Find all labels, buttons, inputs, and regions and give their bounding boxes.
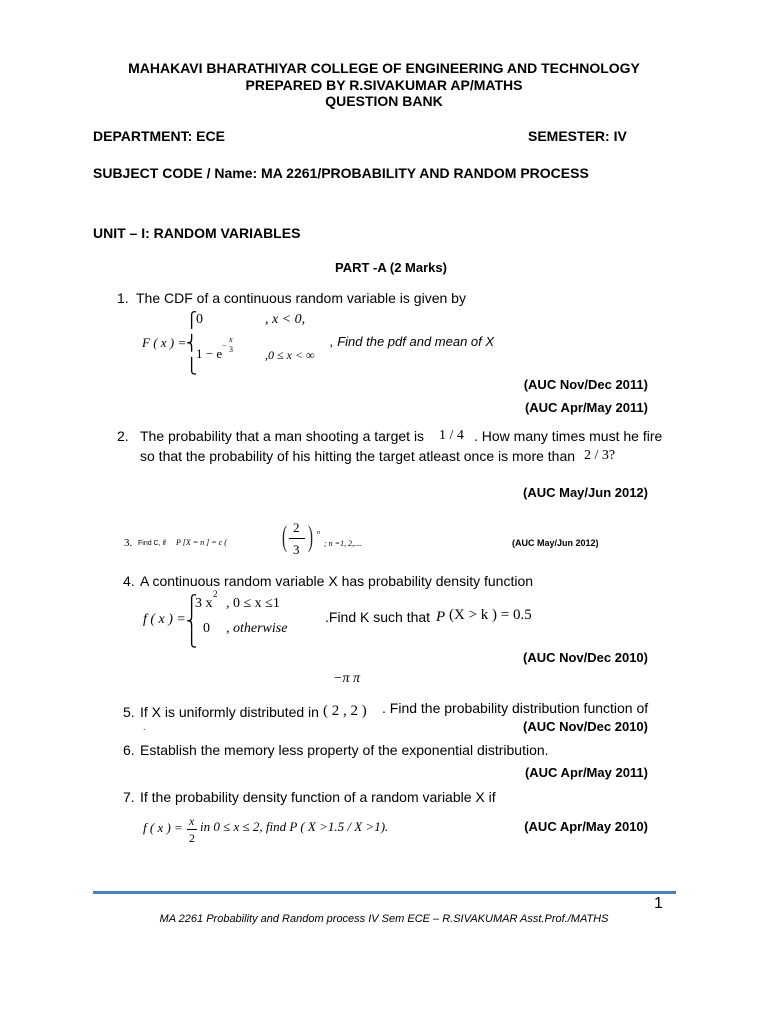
brace-top: ⎧ <box>186 596 198 612</box>
exam-reference: (AUC Nov/Dec 2011) <box>523 377 648 392</box>
question-text: A continuous random variable X has probability density function <box>140 573 534 589</box>
question-number: 2. <box>117 428 129 444</box>
question-number: 5. <box>123 704 135 720</box>
math-expression: (X > k ) = 0.5 <box>449 607 532 623</box>
part-title: PART -A (2 Marks) <box>335 260 447 275</box>
paren-close: ) <box>308 520 313 553</box>
question-text: The CDF of a continuous random variable is given by <box>136 290 466 306</box>
fraction-denominator: 3 <box>293 542 300 557</box>
case-value-1: 0 <box>196 312 203 327</box>
exam-reference: (AUC Apr/May 2011) <box>524 765 648 780</box>
question-text: Establish the memory less property of the exponential distribution. <box>140 742 549 758</box>
question-text: If X is uniformly distributed in <box>140 704 319 720</box>
exponent-numerator: x <box>229 335 233 344</box>
fraction-denominator: 2 <box>189 831 195 845</box>
question-number: 7. <box>123 789 135 805</box>
case-condition-2: ,0 ≤ x < ∞ <box>265 348 315 362</box>
interval: ( 2 , 2 ) <box>323 703 367 719</box>
function-label: f ( x ) = <box>143 820 183 835</box>
case-condition-1: , x < 0, <box>265 312 306 327</box>
probability-fraction: 1 / 4 <box>439 428 464 443</box>
department: DEPARTMENT: ECE <box>93 128 225 144</box>
question-text: If the probability density function of a random variable X if <box>140 789 496 805</box>
question-number: 6. <box>123 742 135 758</box>
question-text: . Find the probability distribution function of <box>382 700 649 716</box>
exponent: 2 <box>213 589 218 599</box>
subject: SUBJECT CODE / Name: MA 2261/PROBABILITY AND RANDOM PROCESS <box>93 165 589 181</box>
case-condition-2: , otherwise <box>226 621 288 636</box>
case-value-2: 0 <box>203 621 210 636</box>
page-number: 1 <box>654 895 663 912</box>
prepared-by: PREPARED BY R.SIVAKUMAR AP/MATHS <box>245 77 523 93</box>
brace-mid: ⎨ <box>186 614 198 630</box>
math-expression: P [X = n ] = c ( <box>176 538 227 547</box>
pi-bounds: −π π <box>333 671 360 686</box>
question-number: 1. <box>117 290 129 306</box>
question-number: 3. <box>124 537 133 549</box>
question-text: so that the probability of his hitting the target atleast once is more than <box>140 448 576 464</box>
exponent: n <box>317 530 320 536</box>
question-text: The probability that a man shooting a target is <box>140 428 425 444</box>
semester: SEMESTER: IV <box>528 128 627 144</box>
footer-text: MA 2261 Probability and Random process IV Sem ECE – R.SIVAKUMAR Asst.Prof./MATHS <box>159 913 609 925</box>
brace-bottom: ⎩ <box>186 359 198 375</box>
brace-mid: ⎨ <box>186 336 198 352</box>
fraction-numerator: x <box>189 814 195 828</box>
exam-reference: (AUC May/Jun 2012) <box>512 538 599 548</box>
exam-reference: (AUC May/Jun 2012) <box>523 485 648 500</box>
document-type: QUESTION BANK <box>325 93 443 109</box>
exam-reference: (AUC Apr/May 2010) <box>524 819 648 834</box>
case-value-2: 1 − e <box>196 346 223 361</box>
fraction-bar <box>187 829 197 830</box>
exam-reference: (AUC Nov/Dec 2010) <box>523 650 648 665</box>
function-label: F ( x ) = <box>142 335 187 350</box>
paren-open: ( <box>282 520 287 553</box>
stray-mark: . <box>143 722 146 732</box>
brace-top: ⎧ <box>186 313 198 329</box>
footer-rule <box>93 891 676 894</box>
fraction-numerator: 2 <box>293 520 300 535</box>
college-title: MAHAKAVI BHARATHIYAR COLLEGE OF ENGINEERING AND TECHNOLOGY <box>128 60 640 76</box>
question-number: 4. <box>123 573 135 589</box>
brace-bottom: ⎩ <box>186 632 198 648</box>
case-condition-1: , 0 ≤ x ≤1 <box>226 596 280 611</box>
unit-title: UNIT – I: RANDOM VARIABLES <box>93 225 301 241</box>
exam-reference: (AUC Nov/Dec 2010) <box>523 719 648 734</box>
exponent-minus: − <box>222 341 227 350</box>
exam-reference: (AUC Apr/May 2011) <box>524 400 648 415</box>
function-label: f ( x ) = <box>143 612 186 627</box>
math-expression: P <box>436 609 446 625</box>
fraction-bar <box>289 538 305 539</box>
case-value-1: 3 x <box>195 596 213 611</box>
math-expression: in 0 ≤ x ≤ 2, find P ( X >1.5 / X >1). <box>200 819 389 834</box>
question-text: .Find K such that <box>325 609 431 625</box>
question-text: . How many times must he fire <box>474 428 663 444</box>
condition: ; n =1, 2,.... <box>324 539 363 548</box>
question-tail: , Find the pdf and mean of X <box>330 334 495 349</box>
exponent-denominator: 3 <box>229 345 233 354</box>
probability-fraction: 2 / 3? <box>584 448 616 463</box>
question-text: Find C, if <box>138 540 167 547</box>
